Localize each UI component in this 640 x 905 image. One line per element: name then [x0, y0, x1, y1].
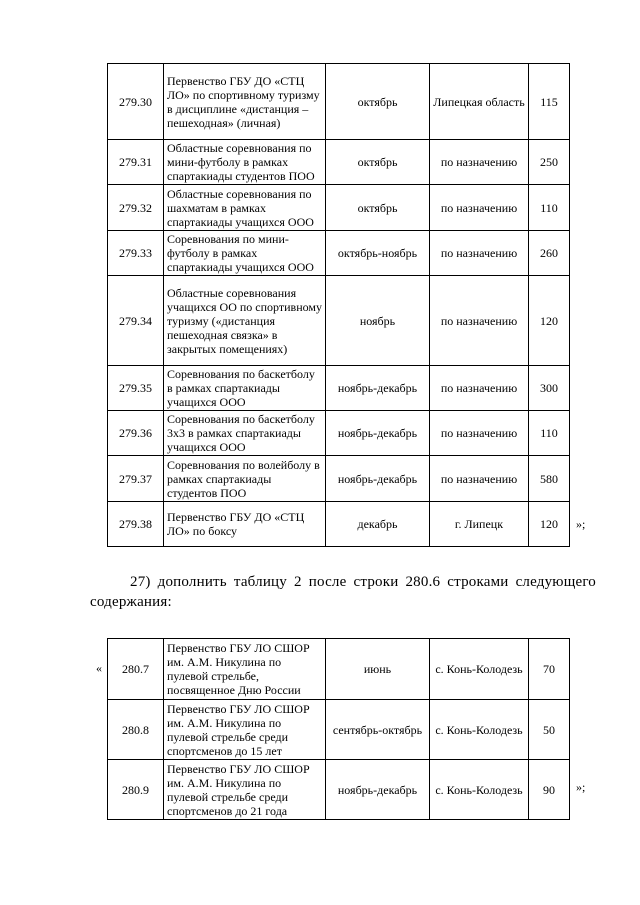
table-row [108, 502, 570, 547]
event-name: Первенство ГБУ ДО «СТЦ ЛО» по спортивному туризму в дисциплине «дистанция – пешеходная» (личная) [164, 64, 326, 140]
event-date: октябрь [326, 140, 430, 185]
row-number: 279.30 [108, 64, 164, 140]
event-place: по назначению [430, 140, 529, 185]
event-place: по назначению [430, 276, 529, 366]
participant-count: 110 [529, 185, 570, 231]
participant-count: 50 [529, 700, 570, 760]
table-row [108, 276, 570, 366]
event-date: ноябрь-декабрь [326, 411, 430, 456]
participant-count: 70 [529, 639, 570, 700]
event-date: ноябрь-декабрь [326, 760, 430, 820]
participant-count: 120 [529, 502, 570, 547]
event-name: Соревнования по мини-футболу в рамках спартакиады учащихся ООО [164, 231, 326, 276]
participant-count: 260 [529, 231, 570, 276]
event-date: ноябрь-декабрь [326, 456, 430, 502]
event-place: с. Конь-Колодезь [430, 639, 529, 700]
table-row [108, 185, 570, 231]
row-number: 279.37 [108, 456, 164, 502]
event-place: Липецкая область [430, 64, 529, 140]
row-number: 279.34 [108, 276, 164, 366]
participant-count: 120 [529, 276, 570, 366]
event-name: Первенство ГБУ ЛО СШОР им. А.М. Никулина по пулевой стрельбе, посвященное Дню России [164, 639, 326, 700]
table-row [108, 760, 570, 820]
event-place: по назначению [430, 231, 529, 276]
table-row [108, 64, 570, 140]
participant-count: 580 [529, 456, 570, 502]
event-name: Областные соревнования учащихся ОО по спортивному туризму («дистанция пешеходная связка» в закрытых помещениях) [164, 276, 326, 366]
participant-count: 110 [529, 411, 570, 456]
events-table-1 [107, 63, 570, 547]
table-row [108, 231, 570, 276]
table-row [108, 456, 570, 502]
event-date: сентябрь-октябрь [326, 700, 430, 760]
event-name: Первенство ГБУ ДО «СТЦ ЛО» по боксу [164, 502, 326, 547]
row-number: 280.8 [108, 700, 164, 760]
table-row [108, 366, 570, 411]
closing-quote: »; [576, 780, 586, 794]
row-number: 280.9 [108, 760, 164, 820]
event-date: ноябрь [326, 276, 430, 366]
table-row [108, 639, 570, 700]
event-place: г. Липецк [430, 502, 529, 547]
event-date: октябрь [326, 64, 430, 140]
event-place: по назначению [430, 185, 529, 231]
event-name: Соревнования по баскетболу в рамках спартакиады учащихся ООО [164, 366, 326, 411]
row-number: 279.36 [108, 411, 164, 456]
row-number: 279.32 [108, 185, 164, 231]
participant-count: 115 [529, 64, 570, 140]
amendment-paragraph: 27) дополнить таблицу 2 после строки 280.6 строками следующего содержания: [90, 574, 596, 610]
event-name: Областные соревнования по мини-футболу в рамках спартакиады студентов ПОО [164, 140, 326, 185]
event-date: декабрь [326, 502, 430, 547]
table-row [108, 411, 570, 456]
event-place: по назначению [430, 456, 529, 502]
participant-count: 90 [529, 760, 570, 820]
event-date: октябрь-ноябрь [326, 231, 430, 276]
event-date: октябрь [326, 185, 430, 231]
opening-quote: « [96, 661, 102, 675]
participant-count: 300 [529, 366, 570, 411]
table-row [108, 700, 570, 760]
event-name: Областные соревнования по шахматам в рамках спартакиады учащихся ООО [164, 185, 326, 231]
event-date: ноябрь-декабрь [326, 366, 430, 411]
event-place: по назначению [430, 411, 529, 456]
event-name: Первенство ГБУ ЛО СШОР им. А.М. Никулина по пулевой стрельбе среди спортсменов до 21 года [164, 760, 326, 820]
participant-count: 250 [529, 140, 570, 185]
events-table-2 [107, 638, 570, 820]
table-row [108, 140, 570, 185]
event-place: с. Конь-Колодезь [430, 700, 529, 760]
event-name: Соревнования по баскетболу 3х3 в рамках спартакиады учащихся ООО [164, 411, 326, 456]
row-number: 279.33 [108, 231, 164, 276]
row-number: 279.31 [108, 140, 164, 185]
event-place: с. Конь-Колодезь [430, 760, 529, 820]
event-place: по назначению [430, 366, 529, 411]
row-number: 280.7 [108, 639, 164, 700]
event-name: Первенство ГБУ ЛО СШОР им. А.М. Никулина по пулевой стрельбе среди спортсменов до 15 лет [164, 700, 326, 760]
closing-quote: »; [576, 517, 586, 531]
event-date: июнь [326, 639, 430, 700]
row-number: 279.38 [108, 502, 164, 547]
row-number: 279.35 [108, 366, 164, 411]
event-name: Соревнования по волейболу в рамках спартакиады студентов ПОО [164, 456, 326, 502]
